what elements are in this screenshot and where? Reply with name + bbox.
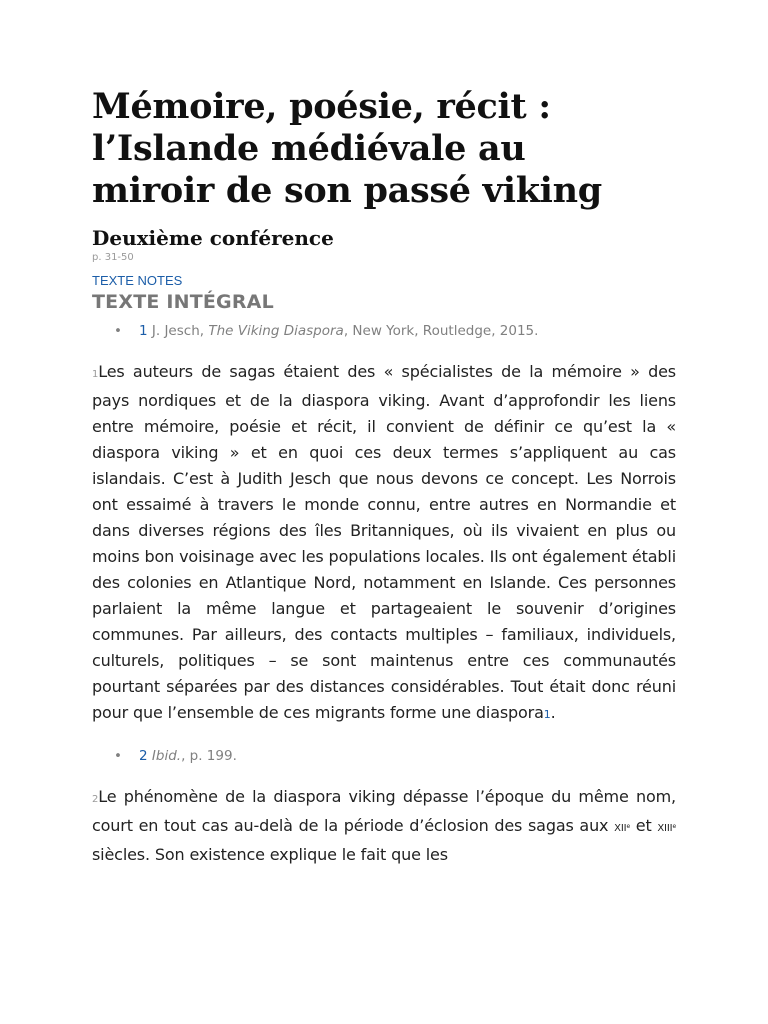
- section-tabs: [92, 273, 676, 289]
- title-line-2: l’Islande médiévale au: [92, 128, 526, 169]
- paragraph-number: 1: [92, 369, 99, 380]
- tab-notes[interactable]: NOTES: [137, 273, 183, 288]
- paragraph-number: 2: [92, 794, 99, 805]
- footnote-ibid: Ibid.: [151, 748, 182, 764]
- footnote-text-after: , p. 199.: [181, 748, 237, 764]
- bullet-icon: •: [114, 323, 122, 339]
- paragraph-text-b: et: [630, 816, 658, 835]
- footnote-item: [92, 322, 676, 340]
- century-suffix: e: [672, 823, 676, 830]
- tab-texte[interactable]: TEXTE: [92, 273, 134, 288]
- footnote-number-link[interactable]: 1: [139, 323, 148, 339]
- title-line-3: miroir de son passé viking: [92, 170, 602, 211]
- article-subtitle: Deuxième conférence: [92, 226, 334, 250]
- article-title: [92, 86, 676, 212]
- century-suffix: e: [626, 823, 630, 830]
- century-roman-12: XII: [614, 823, 627, 834]
- paragraph-end: .: [550, 703, 556, 722]
- paragraph: [92, 359, 676, 728]
- footnote-item: [92, 747, 676, 765]
- footnote-call-link[interactable]: 1: [543, 708, 551, 721]
- footnote-book-title: The Viking Diaspora: [208, 323, 344, 339]
- page-range: p. 31-50: [92, 252, 134, 263]
- bullet-icon: •: [114, 748, 122, 764]
- footnote-text-before: J. Jesch,: [151, 323, 209, 339]
- century-roman-13: XIII: [657, 823, 673, 834]
- footnote-text-after: , New York, Routledge, 2015.: [343, 323, 539, 339]
- paragraph-text-a: Le phénomène de la diaspora viking dépasse l’époque du même nom, court en tout cas au-delà de la période d’éclosion des sagas aux: [92, 787, 676, 835]
- article-page: [92, 86, 676, 868]
- paragraph-text: Les auteurs de sagas étaient des « spécialistes de la mémoire » des pays nordiques et de la diaspora viking. Avant d’approfondir les liens entre mémoire, poésie et récit, il convient de définir ce qu’est la « diaspora viking » et en quoi ces deux termes s’appliquent au cas islandais. C’est à Judith Jesch que nous devons ce concept. Les Norrois ont essaimé à travers le monde connu, entre autres en Normandie et dans diverses régions des îles Britanniques, où ils vivaient en plus ou moins bon voisinage avec les populations locales. Ils ont également établi des colonies en Atlantique Nord, notamment en Islande. Ces personnes parlaient la même langue et partageaient le souvenir d’origines communes. Par ailleurs, des contacts multiples – familiaux, individuels, culturels, politiques – se sont maintenus entre ces communautés pourtant séparées par des distances considérables. Tout était donc réuni pour que l’ensemble de ces migrants forme une diaspora: [92, 362, 676, 722]
- footnote-number-link[interactable]: 2: [139, 748, 148, 764]
- title-line-1: Mémoire, poésie, récit :: [92, 86, 551, 127]
- paragraph-text-c: siècles. Son existence explique le fait que les: [92, 845, 448, 864]
- paragraph: [92, 784, 676, 868]
- section-heading: TEXTE INTÉGRAL: [92, 291, 274, 313]
